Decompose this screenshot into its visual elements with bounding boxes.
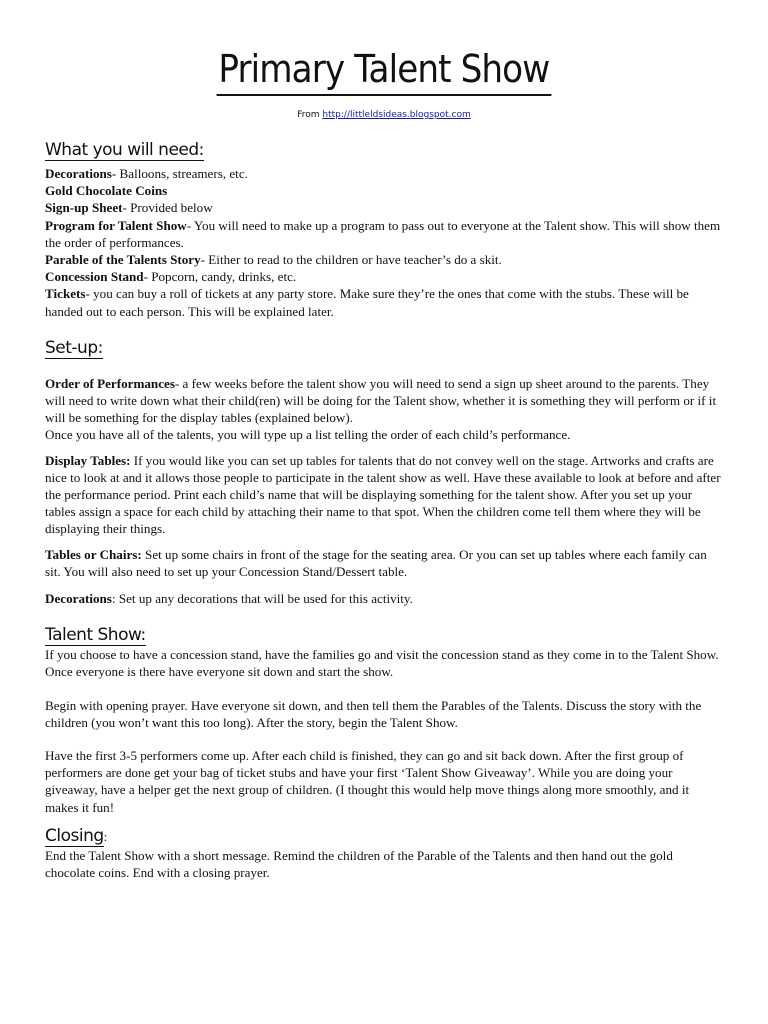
page-title: Primary Talent Show [0,46,768,96]
source-line: From http://littleldsideas.blogspot.com [297,110,471,120]
display-tables: Display Tables: If you would like you can set up tables for talents that do not convey well on the stage. Artworks and crafts are nice to look at and it allows those people to participate in the talent show as well. Have these available to look at before and after the performance period. Print each child’s name that will be displaying something for the talent show. After you set up your tables assign a space for each child by attaching their name to that spot. When the children come tell them where they will be displaying their things. [45,452,721,537]
setup-decorations: Decorations: Set up any decorations that will be used for this activity. [45,591,413,607]
heading-what-you-need: What you will need: [45,140,204,160]
talent-show-paragraph-1: If you choose to have a concession stand, have the families go and visit the concession stand as they come in to the Talent Show. Once everyone is there have everyone sit down and start the show. [45,647,719,680]
need-item: Concession Stand- Popcorn, candy, drinks, etc. [45,269,297,285]
need-item: Parable of the Talents Story- Either to read to the children or have teacher’s do a skit. [45,252,502,268]
need-item: Sign-up Sheet- Provided below [45,200,213,216]
document-body [45,140,725,881]
need-item: Tickets- you can buy a roll of tickets at any party store. Make sure they’re the ones that come with the stubs. These will be handed out to each person. This will be explained later. [45,286,689,319]
needs-list [45,165,725,320]
need-item: Decorations- Balloons, streamers, etc. [45,166,248,181]
talent-show-paragraph-2: Begin with opening prayer. Have everyone sit down, and then tell them the Parables of the Talents. Discuss the story with the children (you won’t want this too long). After the story, begin the Talent Show. [45,697,702,730]
heading-closing: Closing [45,825,104,846]
tables-or-chairs: Tables or Chairs: Set up some chairs in front of the stage for the seating area. Or you can set up tables where each family can sit. You will also need to set up your Concession Stand/Dessert table. [45,546,707,579]
closing-heading-row: Closing: [45,825,108,846]
source-link[interactable]: http://littleldsideas.blogspot.com [322,110,471,120]
order-of-performances: Order of Performances- a few weeks before the talent show you will need to send a sign up sheet around to the parents. They will need to write down what their child(ren) will be doing for the Talent show, whether it is something they will perform or if it will be something for the display tables (explained below). [45,375,717,426]
heading-set-up: Set-up: [45,337,103,358]
closing-text: End the Talent Show with a short message. Remind the children of the Parable of the Talents and then hand out the gold chocolate coins. End with a closing prayer. [45,847,673,881]
order-of-performances-cont: Once you have all of the talents, you will type up a list telling the order of each child’s performance. [45,427,571,443]
talent-show-paragraph-3: Have the first 3-5 performers come up. After each child is finished, they can go and sit back down. After the first group of performers are done get your bag of ticket stubs and have your first ‘Talent Show Giveaway’. While you are doing your giveaway, have a helper get the next group of children. (I thought this would help move things along more smoothly, and it makes it fun! [45,748,690,815]
need-item: Gold Chocolate Coins [45,183,168,199]
heading-talent-show: Talent Show: [45,625,146,646]
need-item: Program for Talent Show- You will need to make up a program to pass out to everyone at the Talent show. This will show them the order of performances. [45,217,721,250]
